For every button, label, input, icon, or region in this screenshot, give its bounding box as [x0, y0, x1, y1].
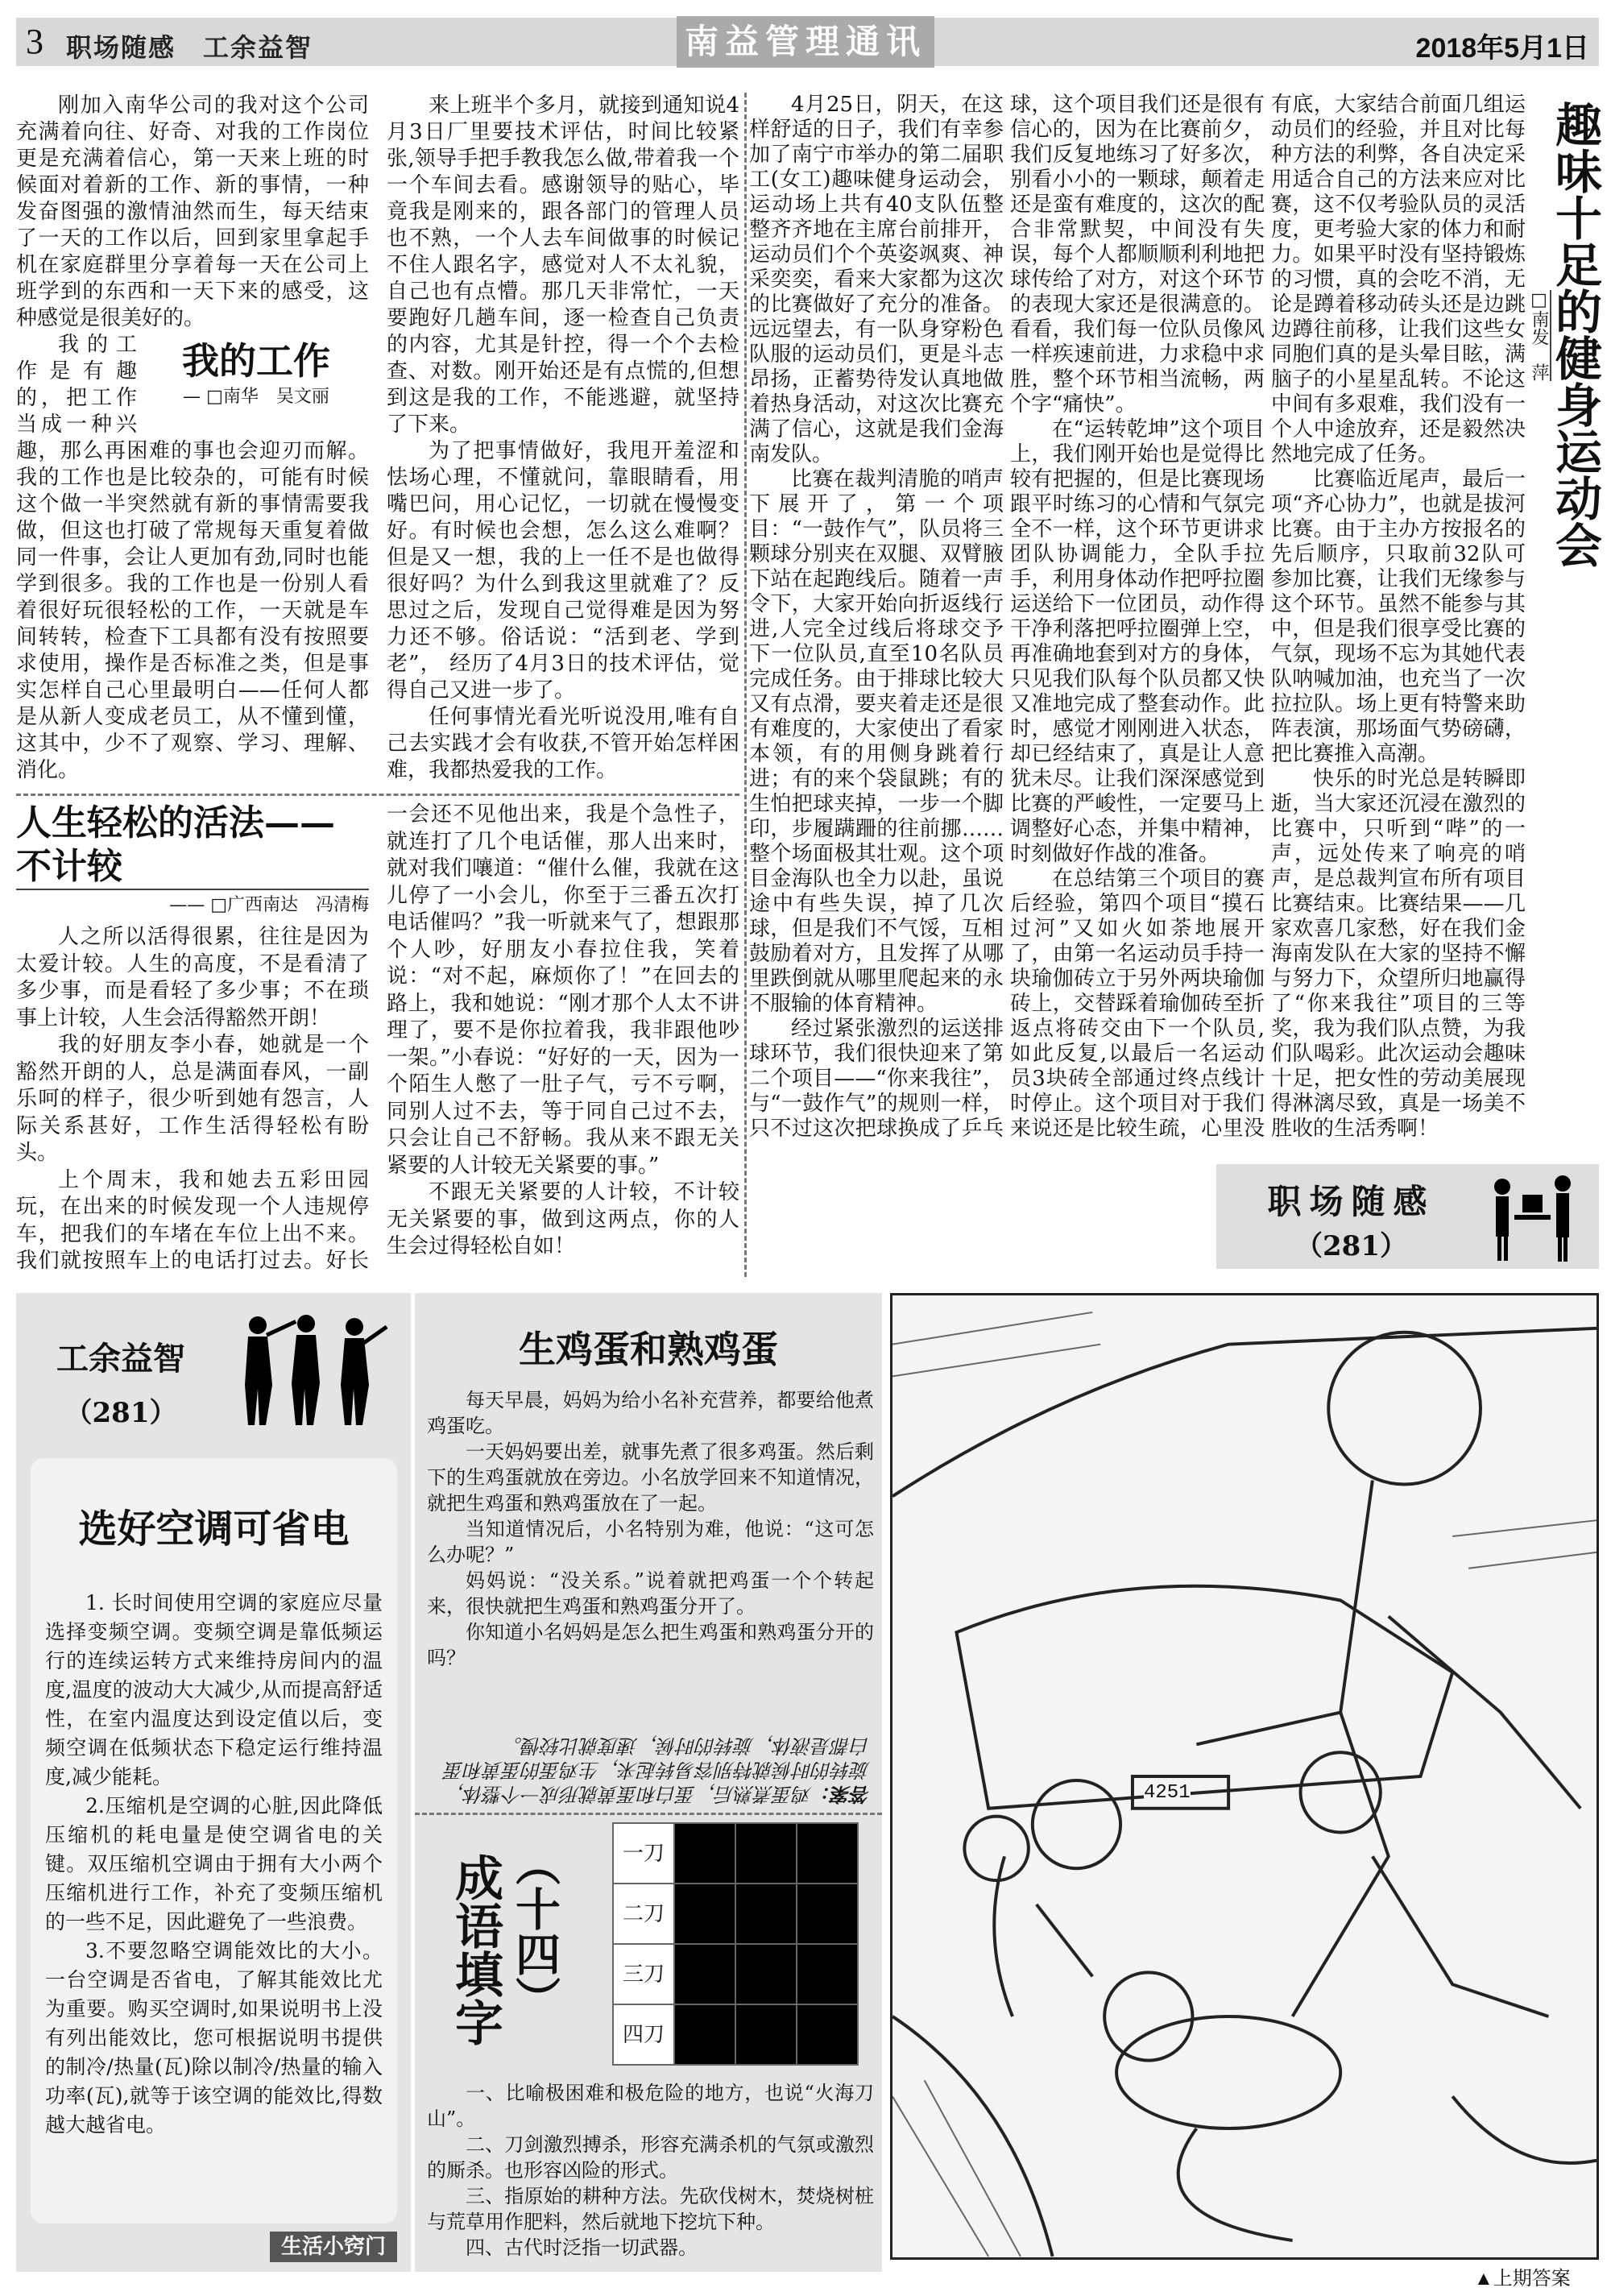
column-title: 工余益智 — [56, 1340, 185, 1378]
article-dont-care — [16, 802, 739, 1277]
paragraph: 来上班半个多月，就接到通知说4月3日厂里要技术评估，时间比较紧张,领导手把手教我怎么做,带着我一个一个车间去看。感谢领导的贴心，毕竟我是刚来的，跟各部门的管理人员也不熟，一个人去车间做事的时候记不住人跟名字，感觉对人不太礼貌，自己也有点懵。那几天非常忙，一天要跑好几趟车间，逐一检查自己负责的内容，尤其是针控，得一个个去检查、对数。刚开始还是有点慌的,但想到这是我的工作，不能逃避，就坚持了下来。 — [387, 93, 739, 437]
divider — [16, 794, 739, 796]
paragraph: 为了把事情做好，我甩开羞涩和怯场心理，不懂就问，靠眼睛看，用嘴巴问，用心记忆，一切就在慢慢变好。有时候也会想，怎么这么难啊？但是又一想，我的上一任不是也做得很好吗？为什么到我这里就难了？反思过之后，发现自己觉得难是因为努力还不够。俗话说：“活到老、学到老”， 经历了4月3日的技术评估，觉得自己又进一步了。 — [387, 439, 739, 702]
paragraph: 你知道小名妈妈是怎么把生鸡蛋和熟鸡蛋分开的吗？ — [427, 1621, 874, 1669]
divider — [415, 1813, 882, 1815]
grid-label: 一刀 — [613, 1823, 674, 1884]
article-title: 选好空调可省电 — [78, 1506, 350, 1552]
paragraph: 当知道情况后，小名特别为难，他说：“这可怎么办呢？” — [427, 1518, 874, 1566]
paragraph: 比赛在裁判清脆的哨声下展开了，第一个项目：“一鼓作气”，队员将三颗球分别夹在双腿、双臂腋下站在起跑线后。随着一声令下，大家开始向折返线行进,人完全过线后将球交予下一位队员,直至10名队员完成任务。由于排球比较大又有点滑，要夹着走还是很有难度的，大家使出了看家本领，有的用侧身跳着行进；有的来个袋鼠跳；有的生怕把球夹掉，一步一个脚印，步履蹒跚的往前挪……整个场面极其壮观。这个项目金海队也全力以赴，虽说途中有些失误，掉了几次球，但是我们不气馁，互相鼓励着对方，且发挥了从哪里跌倒就从哪里爬起来的永不服输的体育精神。 — [749, 467, 1004, 1016]
grid-cell[interactable] — [797, 1823, 858, 1884]
tips-label: 生活小窍门 — [270, 2232, 397, 2262]
musicians-icon — [234, 1309, 395, 1430]
paragraph: 人之所以活得很累，往往是因为太爱计较。人生的高度，不是看清了多少事，而是看轻了多少事；不在琐事上计较，人生会活得豁然开朗！ — [16, 925, 369, 1030]
grid-row — [613, 1884, 858, 1944]
byline: □南发 萍 — [1529, 290, 1551, 381]
paragraph: 每天早晨，妈妈为给小名补充营养，都要给他煮鸡蛋吃。 — [427, 1389, 874, 1437]
paragraph: 2.压缩机是空调的心脏,因此降低压缩机的耗电量是使空调省电的关键。双压缩机空调由于拥有大小两个压缩机进行工作，补充了变频压缩机的一些不足，因此避免了一些浪费。 — [45, 1794, 383, 1933]
puzzle-clues — [427, 2080, 874, 2267]
office-figures-icon — [1478, 1171, 1591, 1263]
article-title-box — [143, 337, 369, 409]
page-header — [16, 18, 1599, 66]
column-badge-gongyu — [40, 1333, 201, 1430]
article-title: 生鸡蛋和熟鸡蛋 — [519, 1328, 778, 1371]
issue-date: 2018年5月1日 — [1415, 33, 1589, 64]
paragraph: 任何事情光看光听说没用,唯有自己去实践才会有收获,不管开始怎样困难，我都热爱我的工作。 — [387, 705, 739, 782]
grid-cell[interactable] — [797, 2004, 858, 2065]
column-issue: （281） — [64, 1397, 177, 1429]
paragraph: 在“运转乾坤”这个项目上，我们刚开始也是觉得比较有把握的，但是比赛现场跟平时练习的心情和气氛完全不一样，这个环节更讲求团队协调能力，全队手拉手，利用身体动作把呼拉圈运送给下一位团员，动作得干净利落把呼拉圈弹上空，再准确地套到对方的身体，只见我们队每个队员都又快又准地完成了整套动作。此时，感觉才刚刚进入状态，却已经结束了，真是让人意犹未尽。让我们深深感觉到比赛的严峻性，一定要马上调整好心态，并集中精神，时刻做好作战的准备。 — [1010, 417, 1265, 866]
column-title: 职场随感 — [1267, 1182, 1435, 1221]
comic-illustration — [890, 1293, 1599, 2260]
paragraph: 经过紧张激烈的运送排球环节，我们很快迎来了第二个项目——“你来我往”，与“一鼓作气”的规则一样，只不过这次把球换成了乒乓球，这个项目我们还是很有信心的，因为在比赛前夕，我们反复地练习了好多次，别看小小的一颗球，颠着走还是蛮有难度的，这次的配合非常默契，中间没有失误，每个人都顺顺利利地把球传给了对方，对这个环节的表现大家还是很满意的。看看，我们每一位队员像风一样疾速前进，力求稳中求胜，整个环节相当流畅，两个字“痛快”。 — [749, 93, 1265, 1141]
paragraph: 我的好朋友李小春，她就是一个豁然开朗的人，总是满面春风，一副乐呵的样子，很少听到她有怨言，人际关系甚好，工作生活得轻松有盼头。 — [16, 1033, 369, 1165]
paragraph: 在总结第三个项目的赛后经验，第四个项目“摸石过河”又如火如荼地展开了，由第一名运动员手持一块瑜伽砖立于另外两块瑜伽砖上，交替踩着瑜伽砖至折返点将砖交由下一个队员,如此反复,以最后一名运动员3块砖全部通过终点线计时停止。这个项目对于我们来说还是比较生疏，心里没有底，大家结合前面几组运动员们的经验，并且对比每种方法的利弊，各自决定采用适合自己的方法来应对比赛，这不仅考验队员的灵活度，更考验大家的体力和耐力。如果平时没有坚持锻炼的习惯，真的会吃不消，无论是蹲着移动砖头还是边跳边蹲往前移，让我们这些女同胞们真的是头晕目眩，满脑子的小星星乱转。不论这中间有多艰难，我们没有一个人中途放弃，还是毅然决然地完成了任务。 — [1010, 93, 1526, 1141]
grid-row — [613, 1823, 858, 1884]
grid-row — [613, 2004, 858, 2065]
grid-cell[interactable] — [674, 1884, 735, 1944]
puzzle-number: （十四） — [508, 1841, 561, 2021]
article-title: 人生轻松的活法——不计较 — [16, 802, 335, 887]
answer-label: 答案： — [812, 1783, 870, 1806]
byline: —— □广西南达 冯清梅 — [16, 889, 369, 918]
clue: 三、指原始的耕种方法。先砍伐树木，焚烧树桩与荒草用作肥料，然后就地下挖坑下种。 — [427, 2185, 874, 2233]
grid-cell[interactable] — [735, 2004, 797, 2065]
grid-cell[interactable] — [735, 1823, 797, 1884]
tips-card — [31, 1458, 397, 2223]
paragraph: 我的工作是有趣的，把工作当成一种兴趣，那么再困难的事也会迎刃而解。我的工作也是比较杂的，可能有时候这个做一半突然就有新的事情需要我做，但这也打破了常规每天重复着做同一件事，会让人更加有劲,同时也能学到很多。我的工作也是一份别人看着很好玩很轻松的工作，一天就是车间转转，检查下工具都有没有按照要求使用，操作是否标准之类，但是事实怎样自己心里最明白——任何人都是从新人变成老员工，从不懂到懂，这其中，少不了观察、学习、理解、消化。 — [16, 333, 369, 782]
paragraph: 刚加入南华公司的我对这个公司充满着向往、好奇、对我的工作岗位更是充满着信心，第一天来上班的时候面对着新的工作、新的事情，一种发奋图强的激情油然而生，每天结束了一天的工作以后，回到家里拿起手机在家庭群里分享着每一天在公司上班学到的东西和一天下来的感受，这种感觉是很美好的。 — [16, 93, 369, 330]
article-body — [45, 1589, 383, 2209]
paragraph: 上个周末，我和她去五彩田园玩，在出来的时候发现一个人违规停车，把我们的车堵在车位上出不来。我们就按照车上的电话打过去。好长一会还不见他出来，我是个急性子，就连打了几个电话催，那人出来时，就对我们嚷道：“催什么催，我就在这儿停了一小会儿，你至于三番五次打电话催吗？”我一听就来气了，想跟那个人吵，好朋友小春拉住我，笑着说：“对不起，麻烦你了！”在回去的路上，我和她说：“刚才那个人太不讲理了，要不是你拉着我，我非跟他吵一架。”小春说：“好好的一天，因为一个陌生人憋了一肚子气，亏不亏啊，同别人过不去，等于同自己过不去，只会让自己不舒畅。我从来不跟无关紧要的人计较无关紧要的事。” — [16, 802, 739, 1273]
article-title: 我的工作 — [182, 339, 330, 383]
grid-cell[interactable] — [735, 1944, 797, 2004]
grid-cell[interactable] — [674, 1944, 735, 2004]
answer-text: 鸡蛋煮熟后，蛋白和蛋黄就形成一个整体，旋转的时候就特别容易转起来，生鸡蛋的蛋黄和蛋白都是液体，旋转的时候，速度就比较慢。 — [445, 1734, 870, 1805]
boy-running-with-dog-drawing — [892, 1295, 1597, 2257]
paragraph: 妈妈说：“没关系。”说着就把鸡蛋一个个转起来，很快就把生鸡蛋和熟鸡蛋分开了。 — [427, 1569, 874, 1618]
egg-answer-upside-down — [431, 1708, 870, 1806]
grid-cell[interactable] — [674, 2004, 735, 2065]
license-plate: 4251 — [1144, 1782, 1191, 1804]
page-number: 3 — [26, 22, 43, 61]
puzzle-title — [447, 1853, 503, 2046]
clue: 一、比喻极困难和极危险的地方，也说“火海刀山”。 — [427, 2082, 874, 2130]
grid-label: 三刀 — [613, 1944, 674, 2004]
paragraph: 不跟无关紧要的人计较，不计较无关紧要的事，做到这两点，你的人生会过得轻松自如！ — [387, 1180, 739, 1258]
grid-label: 四刀 — [613, 2004, 674, 2065]
article-title: 趣味十足的健身运动会 — [1547, 101, 1602, 568]
left-panel — [16, 1293, 411, 2272]
article-title-block — [16, 802, 369, 918]
masthead: 南益管理通讯 — [677, 16, 934, 68]
clue: 二、刀剑激烈搏杀，形容充满杀机的气氛或激烈的厮杀。也形容凶险的形式。 — [427, 2133, 874, 2182]
grid-cell[interactable] — [797, 1944, 858, 2004]
egg-story — [427, 1387, 874, 1703]
paragraph: 快乐的时光总是转瞬即逝，当大家还沉浸在激烈的比赛中，只听到“哔”的一声，远处传来了响亮的哨声，是总裁判宣布所有项目比赛结束。比赛结果——几家欢喜几家愁，好在我们金海南发队在大家的坚持不懈与努力下，众望所归地赢得了“你来我往”项目的三等奖，我为我们队点赞，为我们队喝彩。此次运动会趣味十足，把女性的劳动美展现得淋漓尽致，真是一场美不胜收的生活秀啊！ — [1271, 767, 1526, 1141]
clue: 四、古代时泛指一切武器。 — [466, 2236, 698, 2259]
byline: — □南华 吴文丽 — [183, 387, 329, 407]
column-badge-zhichang — [1216, 1164, 1599, 1269]
grid-cell[interactable] — [797, 1884, 858, 1944]
column-issue: （281） — [1295, 1230, 1407, 1262]
illustration-caption: ▲上期答案 — [1474, 2268, 1571, 2290]
puzzle-title-text: 成语填字 — [447, 1853, 503, 2046]
section-names: 职场随感 工余益智 — [66, 32, 313, 63]
paragraph: 4月25日，阴天，在这样舒适的日子，我们有幸参加了南宁市举办的第二届职工(女工)趣味健身运动会，运动场上共有40支队伍整整齐齐地在主席台前排开，运动员们个个英姿飒爽、神采奕奕，看来大家都为这次的比赛做好了充分的准备。远远望去，有一队身穿粉色队服的运动员们，更是斗志昂扬，正蓄势待发认真地做着热身活动，对这次比赛充满了信心，这就是我们金海南发队。 — [749, 93, 1004, 466]
article-my-work — [16, 93, 739, 785]
idiom-grid — [612, 1822, 859, 2066]
paragraph: 1. 长时间使用空调的家庭应尽量选择变频空调。变频空调是靠低频运行的连续运转方式来维持房间内的温度,温度的波动大大减少,从而提高舒适性，在室内温度达到设定值以后，变频空调在低频状态下稳定运行维持温度,减少能耗。 — [45, 1591, 383, 1788]
grid-cell[interactable] — [674, 1823, 735, 1884]
paragraph: 3.不要忽略空调能效比的大小。一台空调是否省电，了解其能效比尤为重要。购买空调时,如果说明书上没有列出能效比，您可根据说明书提供的制冷/热量(瓦)除以制冷/热量的输入功率(瓦),就等于该空调的能效比,得数越大越省电。 — [45, 1939, 383, 2136]
grid-cell[interactable] — [735, 1884, 797, 1944]
paragraph: 一天妈妈要出差，就事先煮了很多鸡蛋。然后剩下的生鸡蛋就放在旁边。小名放学回来不知道情况，就把生鸡蛋和熟鸡蛋放在了一起。 — [427, 1440, 874, 1515]
divider — [744, 93, 747, 1277]
grid-label: 二刀 — [613, 1884, 674, 1944]
paragraph: 比赛临近尾声，最后一项“齐心协力”，也就是拔河比赛。由于主办方按报名的先后顺序，只取前32队可参加比赛，让我们无缘参与这个环节。虽然不能参与其中，但是我们很享受比赛的气氛，现场不忘为其她代表队呐喊加油，也充当了一次拉拉队。场上更有特警来助阵表演，那场面气势磅礴，把比赛推入高潮。 — [1271, 467, 1526, 766]
grid-row — [613, 1944, 858, 2004]
article-sports-meet — [749, 93, 1526, 1156]
